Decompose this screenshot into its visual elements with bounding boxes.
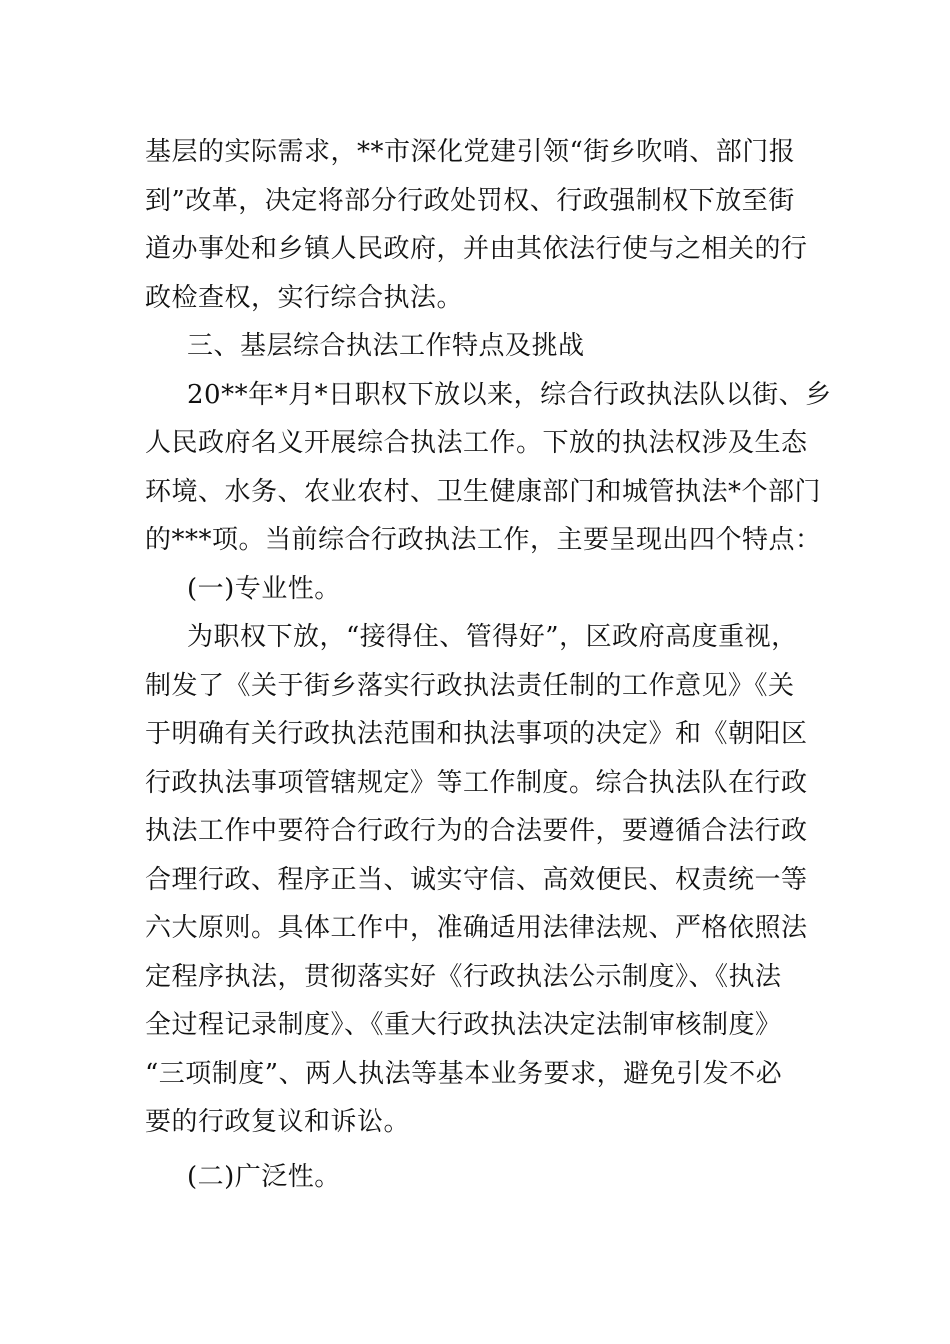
text-line: 道办事处和乡镇人民政府，并由其依法行使与之相关的行 — [145, 234, 808, 264]
text-line: 20**年*月*日职权下放以来，综合行政执法队以街、乡 — [187, 379, 832, 410]
subheading-line: (一)专业性。 — [187, 573, 341, 604]
text-line: 基层的实际需求，**市深化党建引领“街乡吹哨、部门报 — [145, 137, 796, 167]
text-line: 于明确有关行政执法范围和执法事项的决定》和《朝阳区 — [145, 719, 808, 749]
text-line: 定程序执法，贯彻落实好《行政执法公示制度》、《执法 — [145, 961, 782, 992]
paragraph-professional — [145, 613, 810, 1147]
text-line: “三项制度”、两人执法等基本业务要求，避免引发不必 — [145, 1058, 783, 1089]
text-line: 政检查权，实行综合执法。 — [145, 282, 464, 313]
text-line: 制发了《关于街乡落实行政执法责任制的工作意见》《关 — [145, 670, 795, 701]
text-line: 要的行政复议和诉讼。 — [145, 1107, 411, 1137]
text-line: 的***项。当前综合行政执法工作，主要呈现出四个特点： — [145, 525, 822, 555]
paragraph-overview — [145, 371, 832, 565]
text-line: 六大原则。具体工作中，准确适用法律法规、严格依照法 — [145, 913, 808, 943]
subheading-line: (二)广泛性。 — [187, 1161, 341, 1192]
section-heading — [145, 322, 810, 371]
text-line: 合理行政、程序正当、诚实守信、高效便民、权责统一等 — [145, 864, 808, 895]
heading-line: 三、基层综合执法工作特点及挑战 — [187, 331, 585, 361]
text-line: 全过程记录制度》、《重大行政执法决定法制审核制度》 — [145, 1010, 782, 1040]
subheading-extensive — [145, 1153, 810, 1202]
subheading-professional — [145, 565, 810, 614]
text-line: 环境、水务、农业农村、卫生健康部门和城管执法*个部门 — [145, 476, 822, 507]
text-line: 到”改革，决定将部分行政处罚权、行政强制权下放至街 — [145, 185, 795, 216]
text-line: 为职权下放，“接得住、管得好”，区政府高度重视， — [187, 622, 798, 652]
document-body — [145, 128, 832, 1201]
text-line: 人民政府名义开展综合执法工作。下放的执法权涉及生态 — [145, 428, 808, 458]
text-line: 执法工作中要符合行政行为的合法要件，要遵循合法行政 — [145, 816, 808, 846]
paragraph-continuation — [145, 128, 810, 322]
text-line: 行政执法事项管辖规定》等工作制度。综合执法队在行政 — [145, 767, 808, 798]
